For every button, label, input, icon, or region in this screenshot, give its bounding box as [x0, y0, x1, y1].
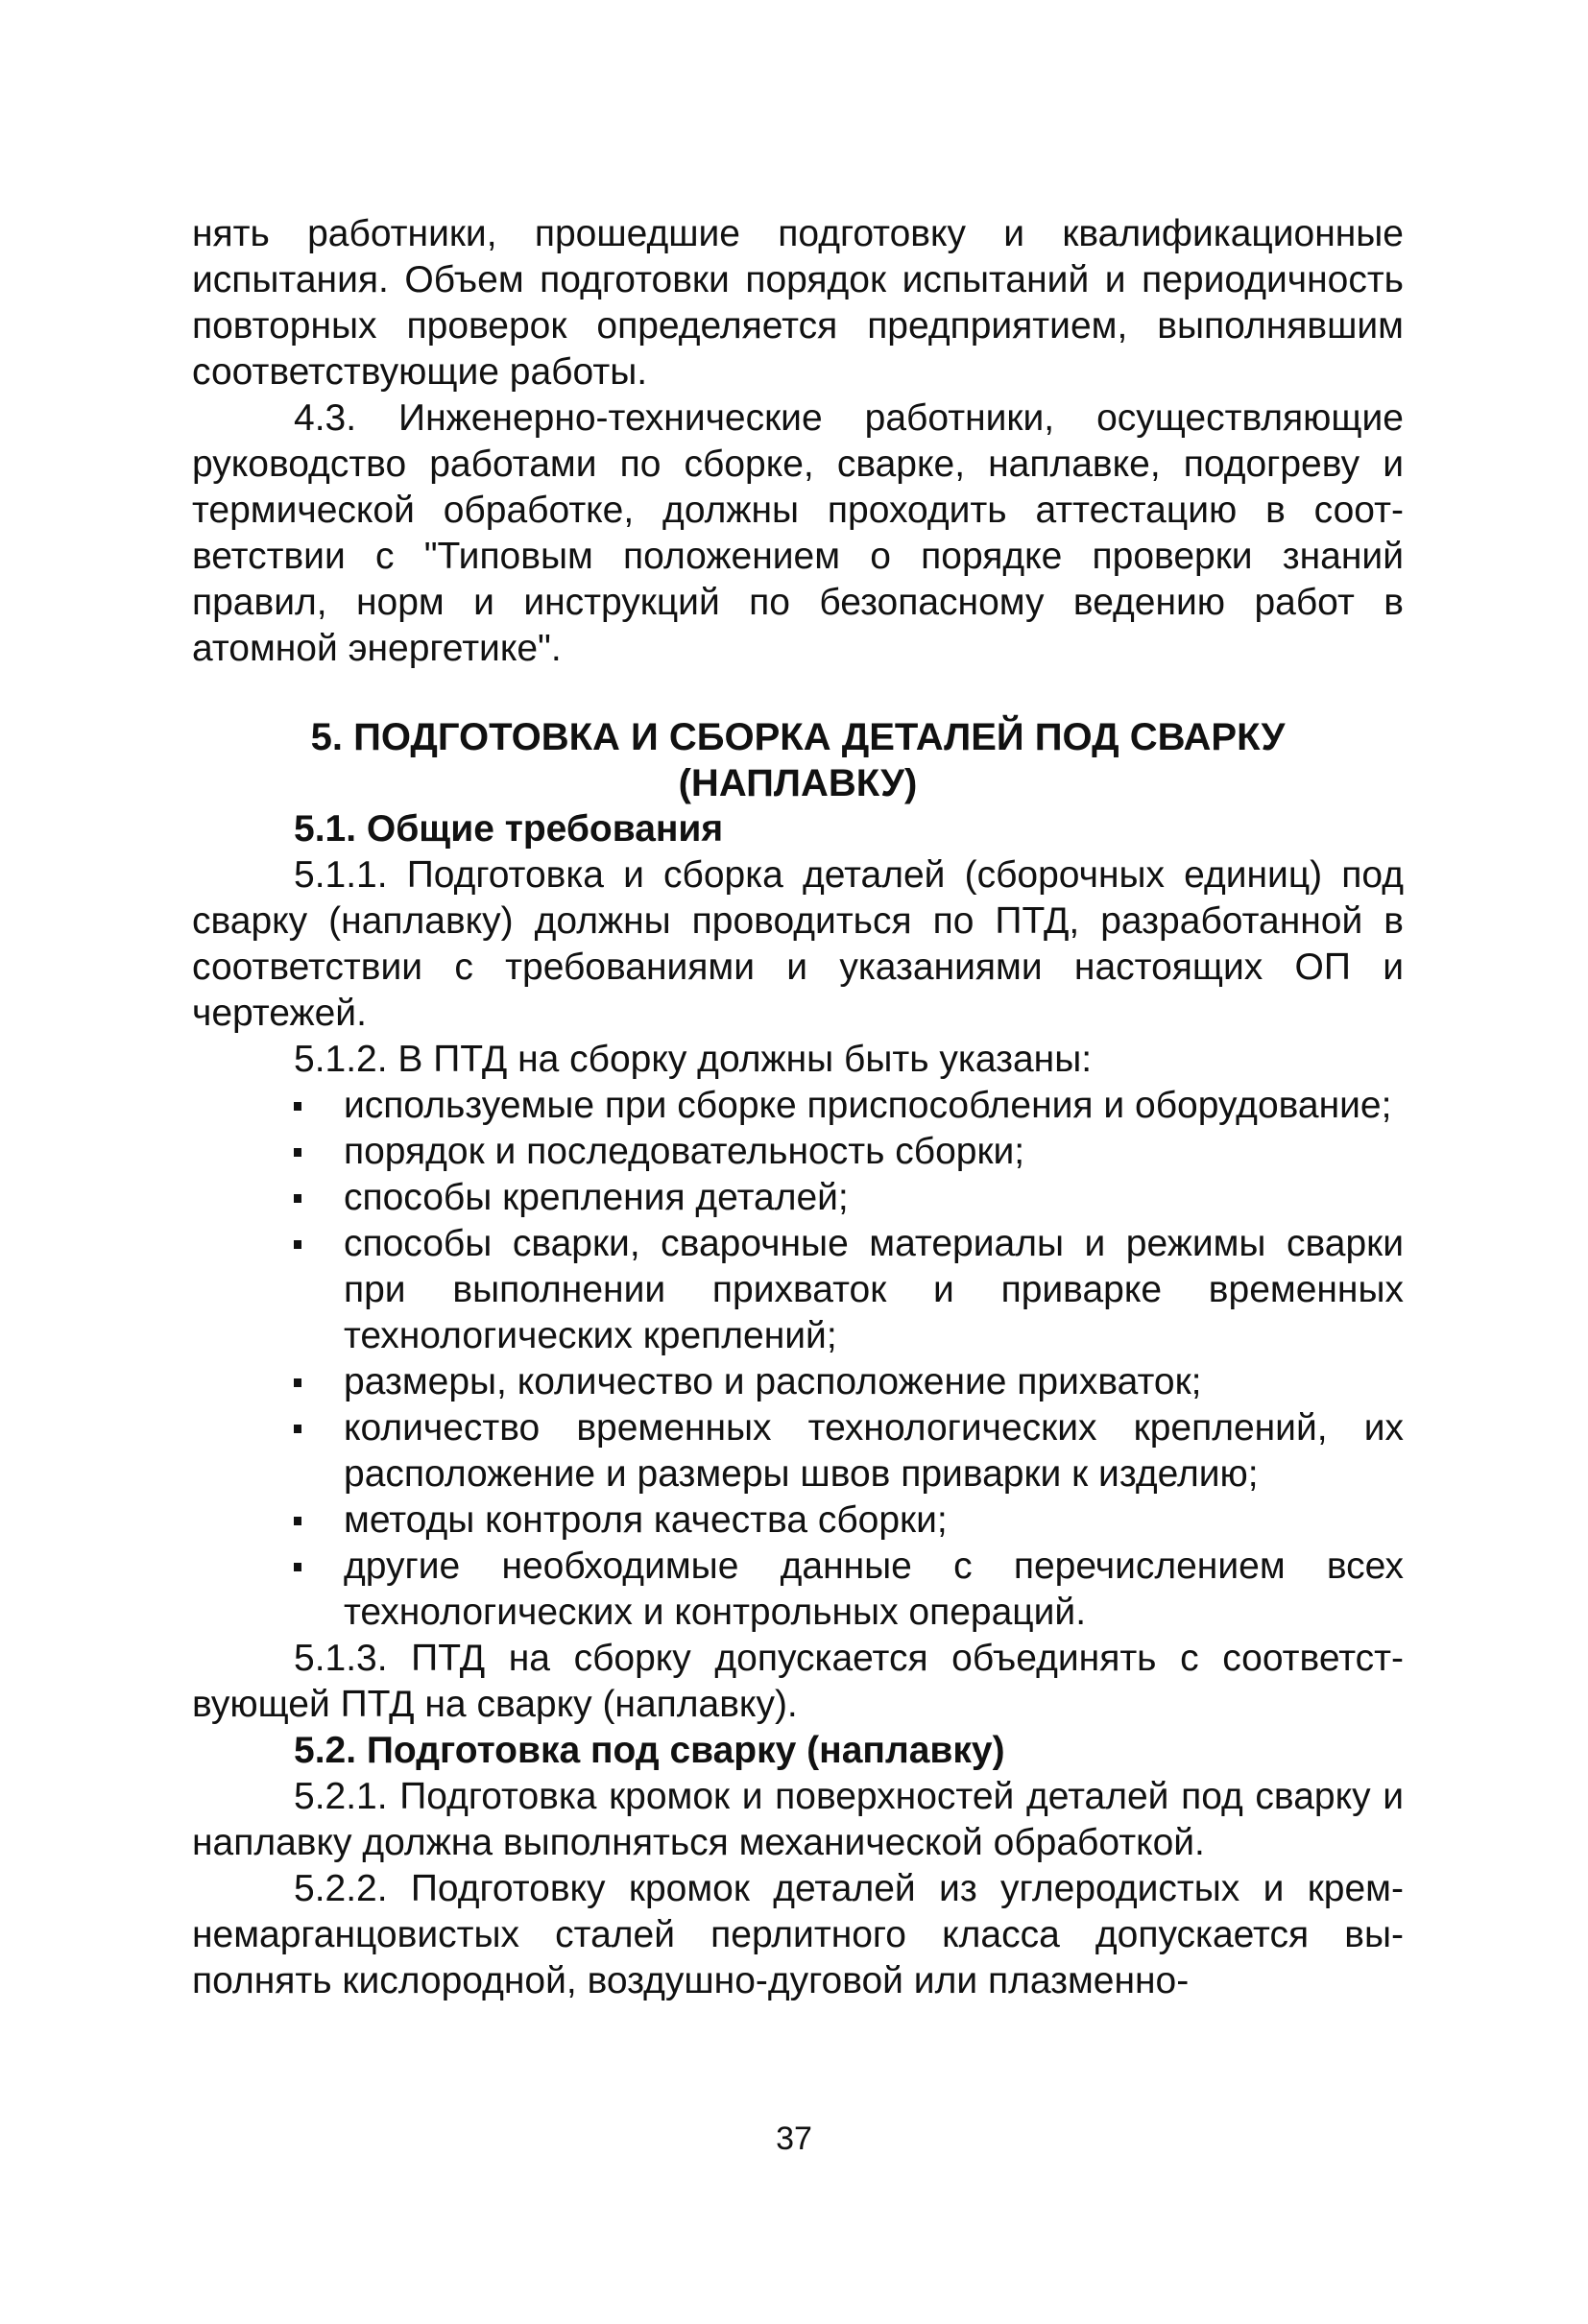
bullet-icon	[294, 1240, 301, 1249]
list-item-text: другие необходимые данные с перечислением всех технологических и контрольных операций.	[344, 1545, 1404, 1633]
bullet-icon	[294, 1563, 301, 1571]
page-body	[192, 211, 1404, 2004]
list-item	[192, 1129, 1404, 1175]
paragraph-4-3: 4.3. Инженерно-технические работники, осуществляющие руководство работами по сборке, сварке, наплавке, подогреву и термической обработке, должны проходить аттестацию в соответствии с "Типовым положением о порядке проверки знаний правил, норм и инструкций по безопасному ведению работ в атомной энергетике".	[192, 397, 1404, 669]
paragraph-5-2-1: 5.2.1. Подготовка кромок и поверхностей деталей под сварку и наплавку должна выполняться механической обработкой.	[192, 1776, 1404, 1863]
bullet-icon	[294, 1517, 301, 1525]
subsection-5-2-heading: 5.2. Подготовка под сварку (наплавку)	[294, 1730, 1005, 1771]
section-5-heading: 5. ПОДГОТОВКА И СБОРКА ДЕТАЛЕЙ ПОД СВАРКУ (НАПЛАВКУ)	[310, 716, 1286, 804]
bullet-icon	[294, 1378, 301, 1387]
list-item	[192, 1221, 1404, 1359]
list-item-text: количество временных технологических креплений, их расположение и размеры швов приварки к изделию;	[344, 1407, 1404, 1495]
list-item	[192, 1359, 1404, 1405]
list-item-text: порядок и последовательность сборки;	[344, 1131, 1025, 1172]
bullet-icon	[294, 1194, 301, 1203]
paragraph-5-1-1: 5.1.1. Подготовка и сборка деталей (сборочных единиц) под сварку (наплавку) должны проводиться по ПТД, разработанной в соответствии с требованиями и указаниями настоящих ОП и чертежей.	[192, 854, 1404, 1034]
subsection-5-1-heading: 5.1. Общие требования	[294, 808, 724, 850]
bullet-icon	[294, 1102, 301, 1111]
list-item-text: методы контроля качества сборки;	[344, 1499, 948, 1541]
paragraph-continuation: нять работники, прошедшие подготовку и квалификационные испытания. Объем подготовки порядок испытаний и периодичность повторных проверок определяется предприятием, выполнявшим соответствующие работы.	[192, 213, 1404, 393]
list-item	[192, 1497, 1404, 1544]
paragraph-5-1-3: 5.1.3. ПТД на сборку допускается объединять с соответствующей ПТД на сварку (наплавку).	[192, 1638, 1404, 1725]
list-item	[192, 1544, 1404, 1636]
list-item-text: способы крепления деталей;	[344, 1177, 849, 1218]
page-number: 37	[776, 2120, 812, 2157]
paragraph-5-1-2: 5.1.2. В ПТД на сборку должны быть указаны:	[294, 1039, 1093, 1080]
list-item	[192, 1083, 1404, 1129]
requirements-list	[192, 1083, 1404, 1636]
list-item	[192, 1405, 1404, 1497]
paragraph-5-2-2: 5.2.2. Подготовку кромок деталей из углеродистых и кремнемарганцовистых сталей перлитного класса допускается выполнять кислородной, воздушно-дуговой или плазменно-	[192, 1868, 1404, 2001]
bullet-icon	[294, 1148, 301, 1157]
list-item-text: способы сварки, сварочные материалы и режимы сварки при выполнении прихваток и приварке временных технологических креплений;	[344, 1223, 1404, 1356]
list-item	[192, 1175, 1404, 1221]
list-item-text: размеры, количество и расположение прихваток;	[344, 1361, 1202, 1402]
list-item-text: используемые при сборке приспособления и оборудование;	[344, 1085, 1392, 1126]
bullet-icon	[294, 1425, 301, 1433]
